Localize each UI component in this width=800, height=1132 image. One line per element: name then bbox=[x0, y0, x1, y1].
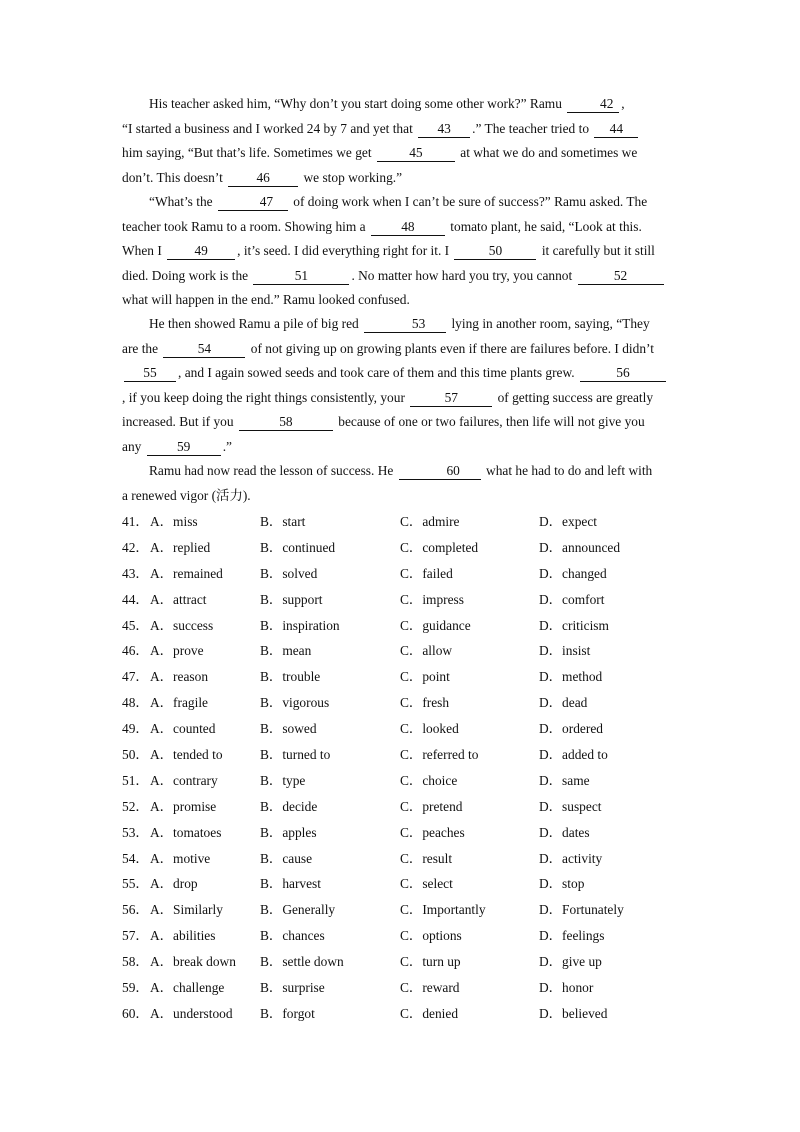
option-b[interactable]: B．harvest bbox=[260, 876, 321, 892]
option-c[interactable]: C．impress bbox=[400, 591, 464, 607]
option-d[interactable]: D．Fortunately bbox=[539, 902, 624, 918]
answer-blank[interactable]: 60 bbox=[399, 463, 481, 480]
passage-text: “What’s the bbox=[149, 194, 216, 209]
answer-blank[interactable]: 53 bbox=[364, 316, 446, 333]
question-row bbox=[122, 716, 682, 742]
question-row bbox=[122, 975, 682, 1001]
passage-text: . No matter how hard you try, you cannot bbox=[351, 267, 576, 283]
option-a[interactable]: A．attract bbox=[150, 591, 207, 607]
passage-text: tomato plant, he said, “Look at this. bbox=[446, 218, 642, 234]
option-b[interactable]: B．vigorous bbox=[260, 695, 330, 711]
option-d[interactable]: D．ordered bbox=[539, 721, 603, 737]
answer-blank[interactable]: 58 bbox=[239, 414, 333, 431]
question-number: 54． bbox=[122, 850, 149, 866]
question-number: 48． bbox=[122, 695, 149, 711]
answer-blank[interactable]: 57 bbox=[410, 390, 492, 407]
option-a[interactable]: A．fragile bbox=[150, 695, 209, 711]
option-d[interactable]: D．activity bbox=[539, 850, 603, 866]
option-d[interactable]: D．added to bbox=[539, 747, 608, 763]
question-row bbox=[122, 561, 682, 587]
passage-text: , bbox=[621, 96, 625, 111]
passage-text: of getting success are greatly bbox=[494, 389, 654, 405]
paragraph-line bbox=[122, 141, 680, 166]
passage-text: don’t. This doesn’t bbox=[122, 169, 227, 185]
option-c[interactable]: C．referred to bbox=[400, 747, 479, 763]
question-row bbox=[122, 949, 682, 975]
question-number: 44． bbox=[122, 591, 149, 607]
option-b[interactable]: B．forgot bbox=[260, 1005, 315, 1021]
option-d[interactable]: D．feelings bbox=[539, 928, 605, 944]
option-c[interactable]: C．Importantly bbox=[400, 902, 486, 918]
passage-text: we stop working.” bbox=[300, 169, 403, 185]
answer-blank[interactable]: 43 bbox=[418, 121, 470, 138]
paragraph-line bbox=[122, 337, 680, 362]
option-a[interactable]: A．miss bbox=[150, 514, 198, 529]
paragraph-line bbox=[122, 239, 680, 264]
question-number: 55． bbox=[122, 876, 149, 892]
paragraph-line bbox=[122, 459, 680, 484]
question-row bbox=[122, 871, 682, 897]
option-a[interactable]: A．understood bbox=[150, 1005, 233, 1021]
question-row bbox=[122, 638, 682, 664]
option-b[interactable]: B．settle down bbox=[260, 954, 344, 970]
option-a[interactable]: A．abilities bbox=[150, 928, 216, 944]
passage-text: him saying, “But that’s life. Sometimes we get bbox=[122, 145, 375, 160]
question-row bbox=[122, 742, 682, 768]
option-d[interactable]: D．dead bbox=[539, 695, 588, 711]
paragraph bbox=[122, 312, 680, 459]
answer-blank[interactable]: 59 bbox=[147, 439, 221, 456]
question-row bbox=[122, 587, 682, 613]
option-c[interactable]: C．options bbox=[400, 928, 462, 944]
paragraph-line bbox=[122, 264, 680, 289]
option-a[interactable]: A．contrary bbox=[150, 772, 218, 788]
question-number: 47． bbox=[122, 669, 149, 685]
option-d[interactable]: D．criticism bbox=[539, 617, 609, 633]
option-c[interactable]: C．turn up bbox=[400, 954, 461, 970]
question-row bbox=[122, 794, 682, 820]
paragraph-line bbox=[122, 190, 680, 215]
passage-text: .” bbox=[222, 438, 232, 454]
answer-blank[interactable]: 50 bbox=[454, 243, 536, 260]
answer-blank[interactable]: 55 bbox=[124, 365, 176, 382]
option-b[interactable]: B．solved bbox=[260, 565, 318, 581]
option-a[interactable]: A．prove bbox=[150, 643, 204, 659]
question-row bbox=[122, 923, 682, 949]
answer-blank[interactable]: 56 bbox=[580, 365, 666, 382]
option-a[interactable]: A．break down bbox=[150, 954, 236, 970]
question-number: 60． bbox=[122, 1005, 149, 1021]
paragraph-line bbox=[122, 435, 680, 460]
option-d[interactable]: D．give up bbox=[539, 954, 602, 970]
option-d[interactable]: D．comfort bbox=[539, 591, 605, 607]
option-b[interactable]: B．inspiration bbox=[260, 617, 340, 633]
option-d[interactable]: D．insist bbox=[539, 643, 591, 659]
answer-blank[interactable]: 45 bbox=[377, 145, 455, 162]
passage-text: any bbox=[122, 438, 145, 454]
option-a[interactable]: A．Similarly bbox=[150, 902, 223, 918]
answer-blank[interactable]: 48 bbox=[371, 219, 445, 236]
option-b[interactable]: B．sowed bbox=[260, 721, 317, 737]
question-number: 50． bbox=[122, 747, 149, 763]
question-list bbox=[122, 509, 682, 1027]
answer-blank[interactable]: 44 bbox=[594, 121, 638, 138]
question-number: 46． bbox=[122, 643, 149, 659]
option-d[interactable]: D．dates bbox=[539, 824, 590, 840]
option-a[interactable]: A．counted bbox=[150, 721, 216, 737]
paragraph-line bbox=[122, 288, 680, 313]
paragraph-line bbox=[122, 484, 680, 509]
option-d[interactable]: D．changed bbox=[539, 565, 607, 581]
option-b[interactable]: B．cause bbox=[260, 850, 313, 866]
passage-text: Ramu had now read the lesson of success. He bbox=[149, 463, 397, 478]
question-number: 57． bbox=[122, 928, 149, 944]
option-d[interactable]: D．stop bbox=[539, 876, 585, 892]
option-a[interactable]: A．tomatoes bbox=[150, 824, 222, 840]
option-c[interactable]: C．pretend bbox=[400, 798, 463, 814]
option-b[interactable]: B．chances bbox=[260, 928, 325, 944]
question-row bbox=[122, 535, 682, 561]
option-d[interactable]: D．believed bbox=[539, 1005, 608, 1021]
passage-text: what he had to do and left with bbox=[482, 463, 653, 478]
paragraph-line bbox=[122, 386, 680, 411]
option-c[interactable]: C．failed bbox=[400, 565, 453, 581]
option-a[interactable]: A．motive bbox=[150, 850, 211, 866]
option-c[interactable]: C．denied bbox=[400, 1005, 459, 1021]
answer-blank[interactable]: 42 bbox=[567, 96, 619, 113]
question-row bbox=[122, 690, 682, 716]
option-c[interactable]: C．fresh bbox=[400, 695, 450, 711]
question-row bbox=[122, 897, 682, 923]
question-number: 45． bbox=[122, 617, 149, 633]
paragraph-line bbox=[122, 361, 680, 386]
passage-text: , and I again sowed seeds and took care of them and this time plants grew. bbox=[178, 365, 578, 380]
question-row bbox=[122, 846, 682, 872]
question-number: 52． bbox=[122, 798, 149, 814]
paragraph-line bbox=[122, 410, 680, 435]
passage-text: lying in another room, saying, “They bbox=[448, 316, 650, 331]
option-d[interactable]: D．same bbox=[539, 772, 590, 788]
option-a[interactable]: A．replied bbox=[150, 539, 211, 555]
question-number: 43． bbox=[122, 565, 149, 581]
paragraph-line bbox=[122, 312, 680, 337]
option-a[interactable]: A．success bbox=[150, 617, 214, 633]
question-row bbox=[122, 768, 682, 794]
passage-text: When I bbox=[122, 243, 166, 258]
option-c[interactable]: C．admire bbox=[400, 514, 460, 529]
option-d[interactable]: D．announced bbox=[539, 539, 621, 555]
paragraph-line bbox=[122, 117, 680, 142]
passage-text: at what we do and sometimes we bbox=[456, 145, 638, 160]
passage-text: it carefully but it still bbox=[538, 243, 655, 258]
question-number: 51． bbox=[122, 772, 149, 788]
option-b[interactable]: B．apples bbox=[260, 824, 317, 840]
option-b[interactable]: B．decide bbox=[260, 798, 318, 814]
option-b[interactable]: B．start bbox=[260, 514, 306, 529]
option-b[interactable]: B．type bbox=[260, 772, 306, 788]
option-c[interactable]: C．guidance bbox=[400, 617, 471, 633]
option-b[interactable]: B．surprise bbox=[260, 980, 325, 996]
option-a[interactable]: A．reason bbox=[150, 669, 209, 685]
paragraph-line bbox=[122, 215, 680, 240]
option-c[interactable]: C．looked bbox=[400, 721, 459, 737]
option-a[interactable]: A．promise bbox=[150, 798, 217, 814]
answer-blank[interactable]: 47 bbox=[218, 194, 288, 211]
question-number: 59． bbox=[122, 980, 149, 996]
option-c[interactable]: C．reward bbox=[400, 980, 460, 996]
option-d[interactable]: D．honor bbox=[539, 980, 594, 996]
option-b[interactable]: B．support bbox=[260, 591, 323, 607]
passage-text: teacher took Ramu to a room. Showing him a bbox=[122, 218, 369, 234]
option-b[interactable]: B．turned to bbox=[260, 747, 331, 763]
option-c[interactable]: C．select bbox=[400, 876, 453, 892]
question-number: 53． bbox=[122, 824, 149, 840]
answer-blank[interactable]: 54 bbox=[163, 341, 245, 358]
passage-text: what will happen in the end.” Ramu looked confused. bbox=[122, 292, 410, 307]
question-row bbox=[122, 1001, 682, 1027]
passage-text: , if you keep doing the right things consistently, your bbox=[122, 389, 409, 405]
passage-text: “I started a business and I worked 24 by 7 and yet that bbox=[122, 120, 417, 136]
option-b[interactable]: B．mean bbox=[260, 643, 312, 659]
question-row bbox=[122, 509, 682, 535]
question-number: 42． bbox=[122, 539, 149, 555]
question-number: 41． bbox=[122, 514, 149, 529]
passage-text: died. Doing work is the bbox=[122, 267, 252, 283]
paragraph-line bbox=[122, 92, 680, 117]
passage-text: His teacher asked him, “Why don’t you start doing some other work?” Ramu bbox=[149, 96, 566, 111]
option-d[interactable]: D．expect bbox=[539, 514, 598, 529]
question-number: 49． bbox=[122, 721, 149, 737]
option-b[interactable]: B．continued bbox=[260, 539, 336, 555]
option-c[interactable]: C．point bbox=[400, 669, 450, 685]
option-b[interactable]: B．Generally bbox=[260, 902, 336, 918]
answer-blank[interactable]: 52 bbox=[578, 268, 664, 285]
passage-text: are the bbox=[122, 340, 162, 356]
question-row bbox=[122, 820, 682, 846]
passage-text: increased. But if you bbox=[122, 414, 237, 429]
answer-blank[interactable]: 49 bbox=[167, 243, 235, 260]
option-a[interactable]: A．drop bbox=[150, 876, 198, 892]
passage-text: .” The teacher tried to bbox=[472, 120, 593, 136]
option-c[interactable]: C．allow bbox=[400, 643, 453, 659]
passage-text: a renewed vigor (活力). bbox=[122, 487, 251, 503]
answer-blank[interactable]: 46 bbox=[228, 170, 298, 187]
passage-text: of not giving up on growing plants even if there are failures before. I didn’t bbox=[247, 340, 654, 356]
paragraph bbox=[122, 190, 680, 313]
option-d[interactable]: D．method bbox=[539, 669, 603, 685]
question-number: 56． bbox=[122, 902, 149, 918]
option-c[interactable]: C．result bbox=[400, 850, 453, 866]
passage-text: , it’s seed. I did everything right for it. I bbox=[237, 243, 453, 258]
passage-text: because of one or two failures, then life will not give you bbox=[334, 414, 645, 429]
passage-text: He then showed Ramu a pile of big red bbox=[149, 316, 363, 331]
option-a[interactable]: A．challenge bbox=[150, 980, 225, 996]
option-a[interactable]: A．remained bbox=[150, 565, 223, 581]
paragraph bbox=[122, 459, 680, 508]
option-b[interactable]: B．trouble bbox=[260, 669, 321, 685]
option-c[interactable]: C．completed bbox=[400, 539, 479, 555]
answer-blank[interactable]: 51 bbox=[253, 268, 349, 285]
option-c[interactable]: C．peaches bbox=[400, 824, 465, 840]
question-row bbox=[122, 613, 682, 639]
question-number: 58． bbox=[122, 954, 149, 970]
paragraph-line bbox=[122, 166, 680, 191]
option-d[interactable]: D．suspect bbox=[539, 798, 602, 814]
passage-text: of doing work when I can’t be sure of success?” Ramu asked. The bbox=[289, 194, 648, 209]
option-c[interactable]: C．choice bbox=[400, 772, 458, 788]
option-a[interactable]: A．tended to bbox=[150, 747, 223, 763]
paragraph bbox=[122, 92, 680, 190]
question-row bbox=[122, 664, 682, 690]
